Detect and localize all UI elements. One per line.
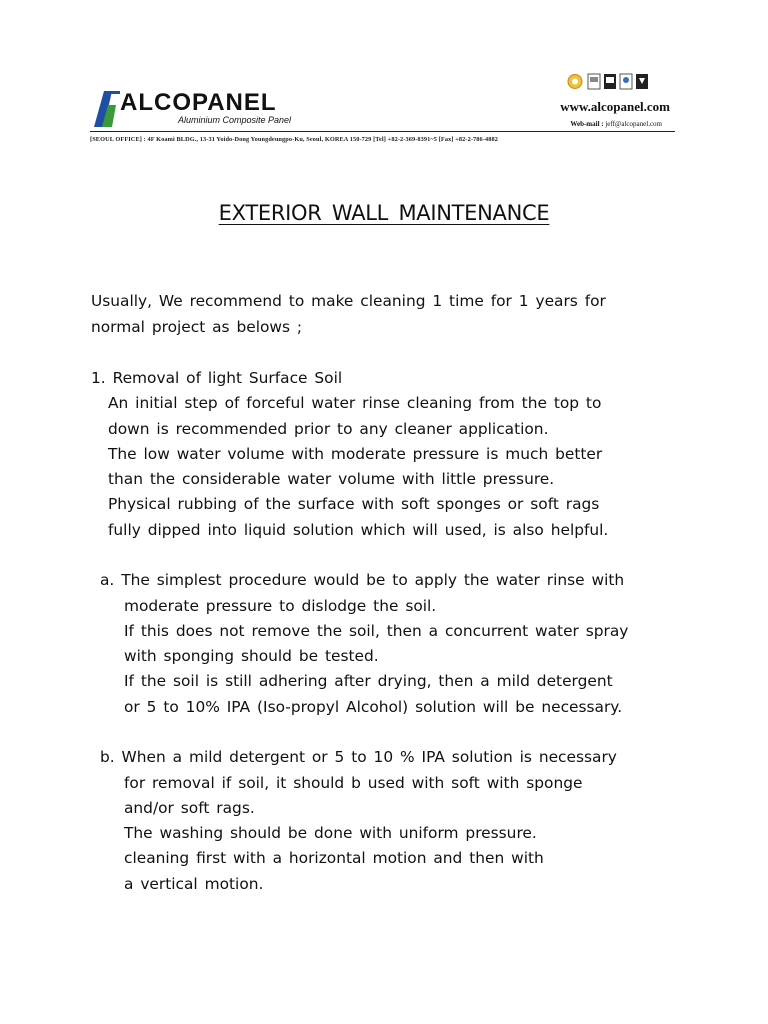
logo-tagline: Aluminium Composite Panel	[178, 115, 292, 125]
list-item-b-line: a vertical motion.	[124, 875, 264, 893]
paragraph-line: fully dipped into liquid solution which will used, is also helpful.	[108, 521, 609, 539]
alcopanel-logo	[92, 85, 307, 133]
list-item-a-line: or 5 to 10% IPA (Iso-propyl Alcohol) solution will be necessary.	[124, 698, 623, 716]
certification-seal-icon	[567, 73, 583, 90]
list-item-b-line: The washing should be done with uniform pressure.	[124, 824, 537, 842]
list-item-b: b. When a mild detergent or 5 to 10 % IPA solution is necessary	[100, 748, 617, 766]
header-divider	[90, 131, 675, 132]
document-title	[0, 201, 768, 225]
certification-badge-icon	[619, 73, 633, 90]
webmail-label: Web-mail :	[570, 120, 604, 128]
certification-badge-icon	[603, 73, 617, 90]
certification-badges	[567, 73, 652, 93]
list-item-a-line: If this does not remove the soil, then a concurrent water spray	[124, 622, 629, 640]
list-item-b-line: and/or soft rags.	[124, 799, 255, 817]
paragraph-line: An initial step of forceful water rinse cleaning from the top to	[108, 394, 602, 412]
list-item-b-line: cleaning first with a horizontal motion and then with	[124, 849, 544, 867]
paragraph-line: Physical rubbing of the surface with soft sponges or soft rags	[108, 495, 600, 513]
document-title-text: EXTERIOR WALL MAINTENANCE	[218, 201, 550, 225]
paragraph-line: down is recommended prior to any cleaner application.	[108, 420, 549, 438]
certification-badge-icon	[587, 73, 601, 90]
section-heading: 1. Removal of light Surface Soil	[91, 369, 343, 387]
intro-line: normal project as belows ;	[91, 318, 303, 336]
list-item-a-line: moderate pressure to dislodge the soil.	[124, 597, 437, 615]
certification-badge-icon	[635, 73, 649, 90]
webmail-value: jeff@alcopanel.com	[605, 120, 662, 128]
list-item-a-line: If the soil is still adhering after drying, then a mild detergent	[124, 672, 613, 690]
webmail-address	[570, 120, 662, 128]
paragraph-line: The low water volume with moderate pressure is much better	[108, 445, 603, 463]
paragraph-line: than the considerable water volume with little pressure.	[108, 470, 555, 488]
list-item-a-line: with sponging should be tested.	[124, 647, 379, 665]
website-address: www.alcopanel.com	[560, 99, 670, 114]
list-item-b-line: for removal if soil, it should b used with soft with sponge	[124, 774, 583, 792]
list-item-a: a. The simplest procedure would be to apply the water rinse with	[100, 571, 625, 589]
logo-wordmark: ALCOPANEL	[120, 89, 277, 116]
intro-line: Usually, We recommend to make cleaning 1 time for 1 years for	[91, 292, 606, 310]
office-address: [SEOUL OFFICE] : 4F Koami BLDG., 13-31 Yoido-Dong Youngdeungpo-Ku, Seoul, KOREA 150-729 [Tel] +82-2-369-8391~5 [Fax] +82-2-786-4882	[90, 136, 498, 143]
